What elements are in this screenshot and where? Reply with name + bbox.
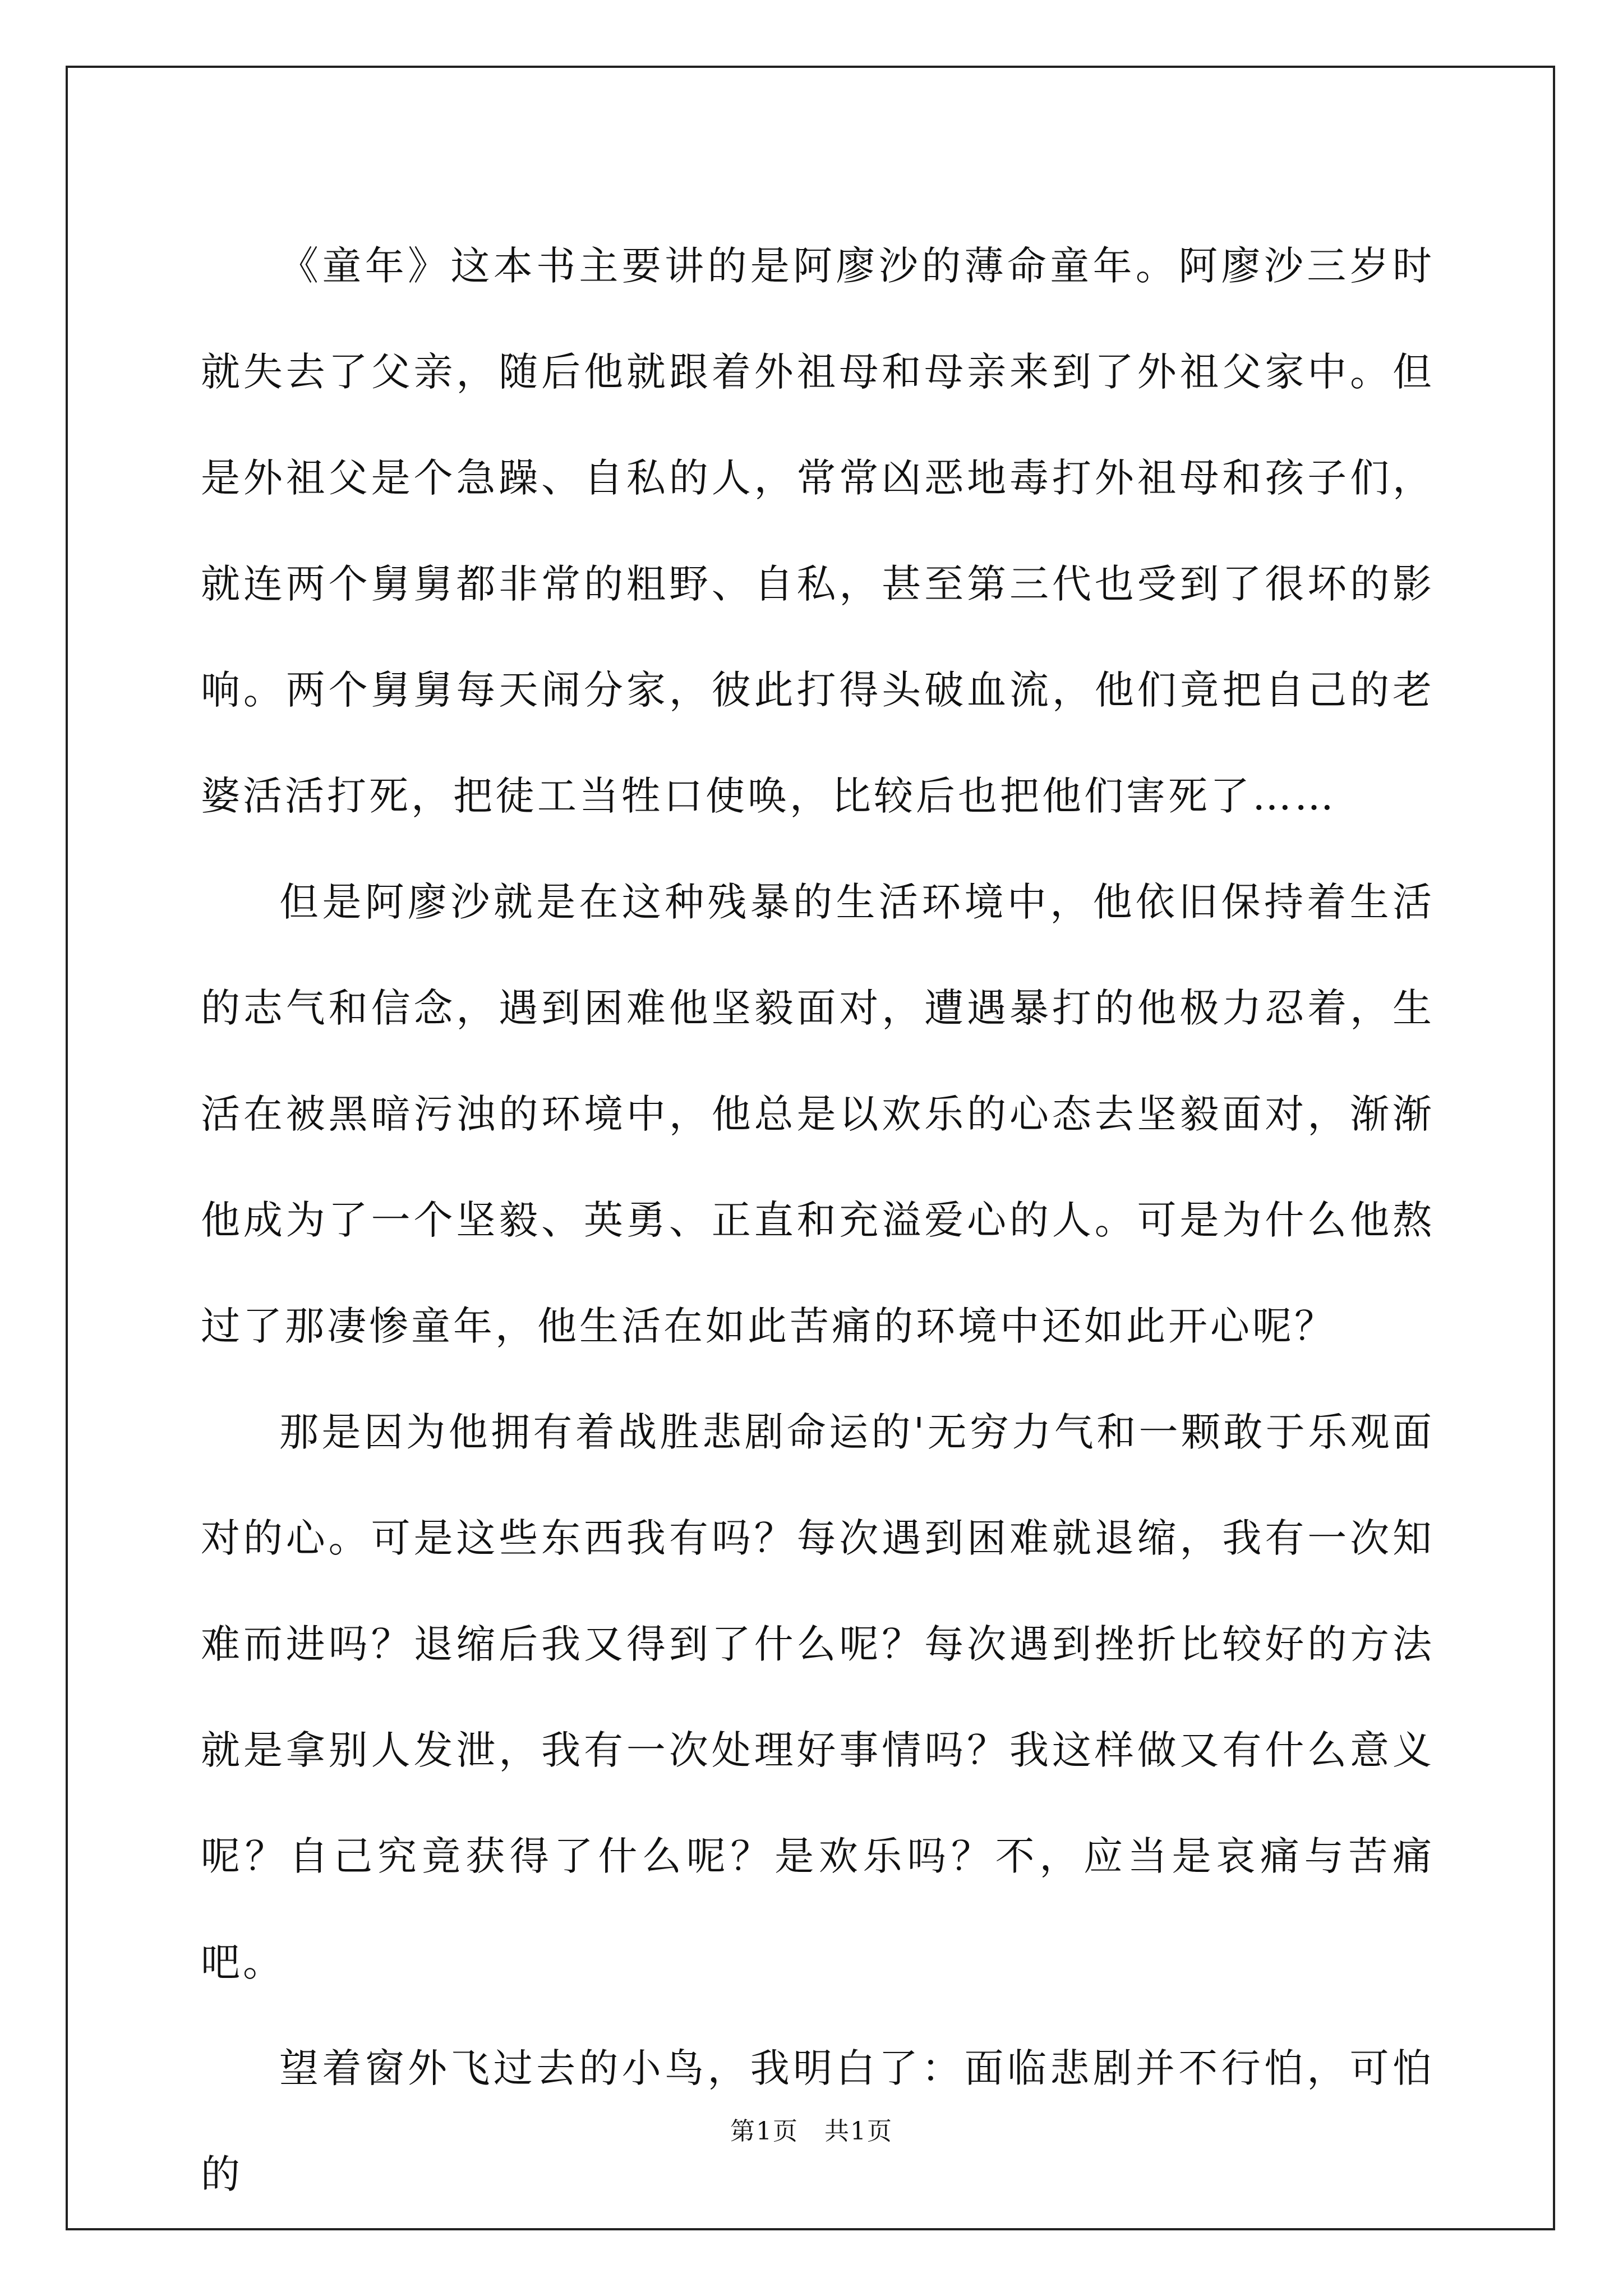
document-body bbox=[201, 213, 1435, 2228]
page-footer bbox=[0, 2115, 1623, 2148]
page-number: 第1页 bbox=[730, 2117, 799, 2146]
paragraph-1: 《童年》这本书主要讲的是阿廖沙的薄命童年。阿廖沙三岁时就失去了父亲，随后他就跟着外祖母和母亲来到了外祖父家中。但是外祖父是个急躁、自私的人，常常凶恶地毒打外祖母和孩子们，就连两个舅舅都非常的粗野、自私，甚至第三代也受到了很坏的影响。两个舅舅每天闹分家，彼此打得头破血流，他们竟把自己的老婆活活打死，把徒工当牲口使唤，比较后也把他们害死了…… bbox=[201, 243, 1435, 819]
paragraph-4: 望着窗外飞过去的小鸟，我明白了：面临悲剧并不行怕，可怕的 bbox=[201, 2045, 1435, 2197]
paragraph-3: 那是因为他拥有着战胜悲剧命运的'无穷力气和一颗敢于乐观面对的心。可是这些东西我有吗？每次遇到困难就退缩，我有一次知难而进吗？退缩后我又得到了什么呢？每次遇到挫折比较好的方法就是拿别人发泄，我有一次处理好事情吗？我这样做又有什么意义呢？自己究竟获得了什么呢？是欢乐吗？不，应当是哀痛与苦痛吧。 bbox=[201, 1409, 1435, 1985]
total-pages: 共1页 bbox=[824, 2117, 893, 2146]
paragraph-2: 但是阿廖沙就是在这种残暴的生活环境中，他依旧保持着生活的志气和信念，遇到困难他坚毅面对，遭遇暴打的他极力忍着，生活在被黑暗污浊的环境中，他总是以欢乐的心态去坚毅面对，渐渐他成为了一个坚毅、英勇、正直和充溢爱心的人。可是为什么他熬过了那凄惨童年，他生活在如此苦痛的环境中还如此开心呢？ bbox=[201, 879, 1435, 1349]
